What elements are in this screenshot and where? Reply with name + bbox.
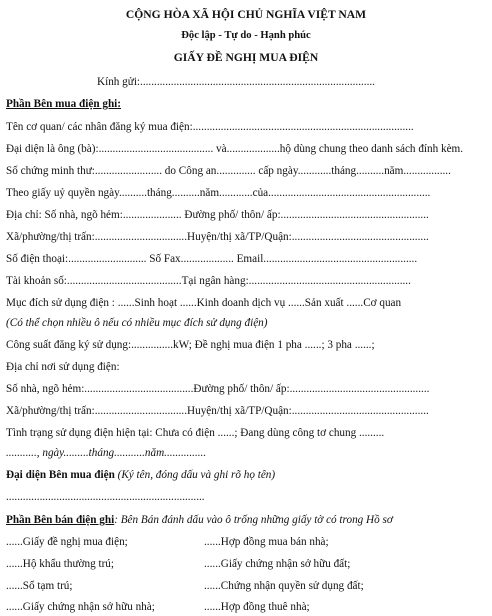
- seller-checklist-item: ......Giấy chứng nhận sở hữu đất;: [204, 558, 351, 570]
- capacity-line: Công suất đăng ký sử dụng:...............kW; Đề nghị mua điện 1 pha ......; 3 pha ......;: [6, 339, 375, 351]
- buyer-field-line: Số chứng minh thư:........................ do Công an.............. cấp ngày............tháng..........năm.................: [6, 165, 451, 177]
- buyer-field-line: Địa chỉ: Số nhà, ngõ hẻm:..................... Đường phố/ thôn/ ấp:.....................................................: [6, 209, 429, 221]
- seller-checklist-item: ......Giấy đề nghị mua điện;: [6, 536, 128, 548]
- seller-checklist-item: ......Hợp đồng thuê nhà;: [204, 601, 310, 613]
- kinh-gui-line: Kính gửi:....................................................................................: [97, 76, 375, 88]
- usage-address-line: Số nhà, ngõ hẻm:.......................................Đường phố/ thôn/ ấp:..................................................: [6, 383, 430, 395]
- purpose-line: Mục đích sử dụng điện : ......Sinh hoạt ......Kinh doanh dịch vụ ......Sản xuất ......Cơ quan: [6, 297, 402, 309]
- date-line: ..........., ngày.........tháng...........năm...............: [6, 447, 207, 459]
- buyer-field-line: Đại diện là ông (bà):......................................... và...................hộ dùng chung theo danh sách đính kèm.: [6, 143, 464, 155]
- usage-address-line: Xã/phường/thị trấn:.................................Huyện/thị xã/TP/Quận:.................................................: [6, 405, 429, 417]
- buyer-field-line: Tên cơ quan/ các nhân đăng ký mua điện:...............................................................................: [6, 121, 414, 133]
- signature-line: .......................................................................: [6, 491, 205, 503]
- current-status-line: Tình trạng sử dụng điện hiện tại: Chưa có điện ......; Đang dùng công tơ chung .........: [6, 427, 385, 439]
- representative-note: (Ký tên, đóng dấu và ghi rõ họ tên): [114, 469, 276, 481]
- buyer-section-heading: Phần Bên mua điện ghi:: [6, 98, 122, 110]
- buyer-field-line: Xã/phường/thị trấn:.................................Huyện/thị xã/TP/Quận:.................................................: [6, 231, 429, 243]
- seller-section: [6, 513, 393, 527]
- seller-checklist-item: ......Sổ tạm trú;: [6, 580, 73, 592]
- buyer-field-line: Theo giấy uỷ quyền ngày..........tháng..........năm............của..........................................................: [6, 187, 431, 199]
- motto: Độc lập - Tự do - Hạnh phúc: [181, 30, 311, 41]
- buyer-field-line: Tài khoản số:.........................................Tại ngân hàng:..........................................................: [6, 275, 411, 287]
- seller-section-heading: Phần Bên bán điện ghi: [6, 514, 115, 526]
- seller-checklist-item: ......Giấy chứng nhận sở hữu nhà;: [6, 601, 155, 613]
- document-title: GIẤY ĐỀ NGHỊ MUA ĐIỆN: [173, 51, 319, 64]
- buyer-field-line: Số điện thoại:............................ Số Fax................... Email.......................................................: [6, 253, 418, 265]
- seller-checklist-item: ......Hợp đồng mua bán nhà;: [204, 536, 329, 548]
- seller-section-note: : Bên Bán đánh dấu vào ô trống những giấy tờ có trong Hồ sơ: [114, 514, 393, 526]
- representative-label: Đại diện Bên mua điện: [6, 469, 115, 481]
- nation-title: CỘNG HÒA XÃ HỘI CHỦ NGHĨA VIỆT NAM: [125, 8, 367, 21]
- seller-checklist-item: ......Chứng nhận quyền sử dụng đất;: [204, 580, 364, 592]
- seller-checklist-item: ......Hộ khẩu thường trú;: [6, 558, 114, 570]
- buyer-representative: [6, 468, 275, 482]
- purpose-note: (Có thể chọn nhiều ô nếu có nhiều mục đích sử dụng điện): [6, 317, 268, 329]
- usage-address-label: Địa chỉ nơi sử dụng điện:: [6, 361, 120, 373]
